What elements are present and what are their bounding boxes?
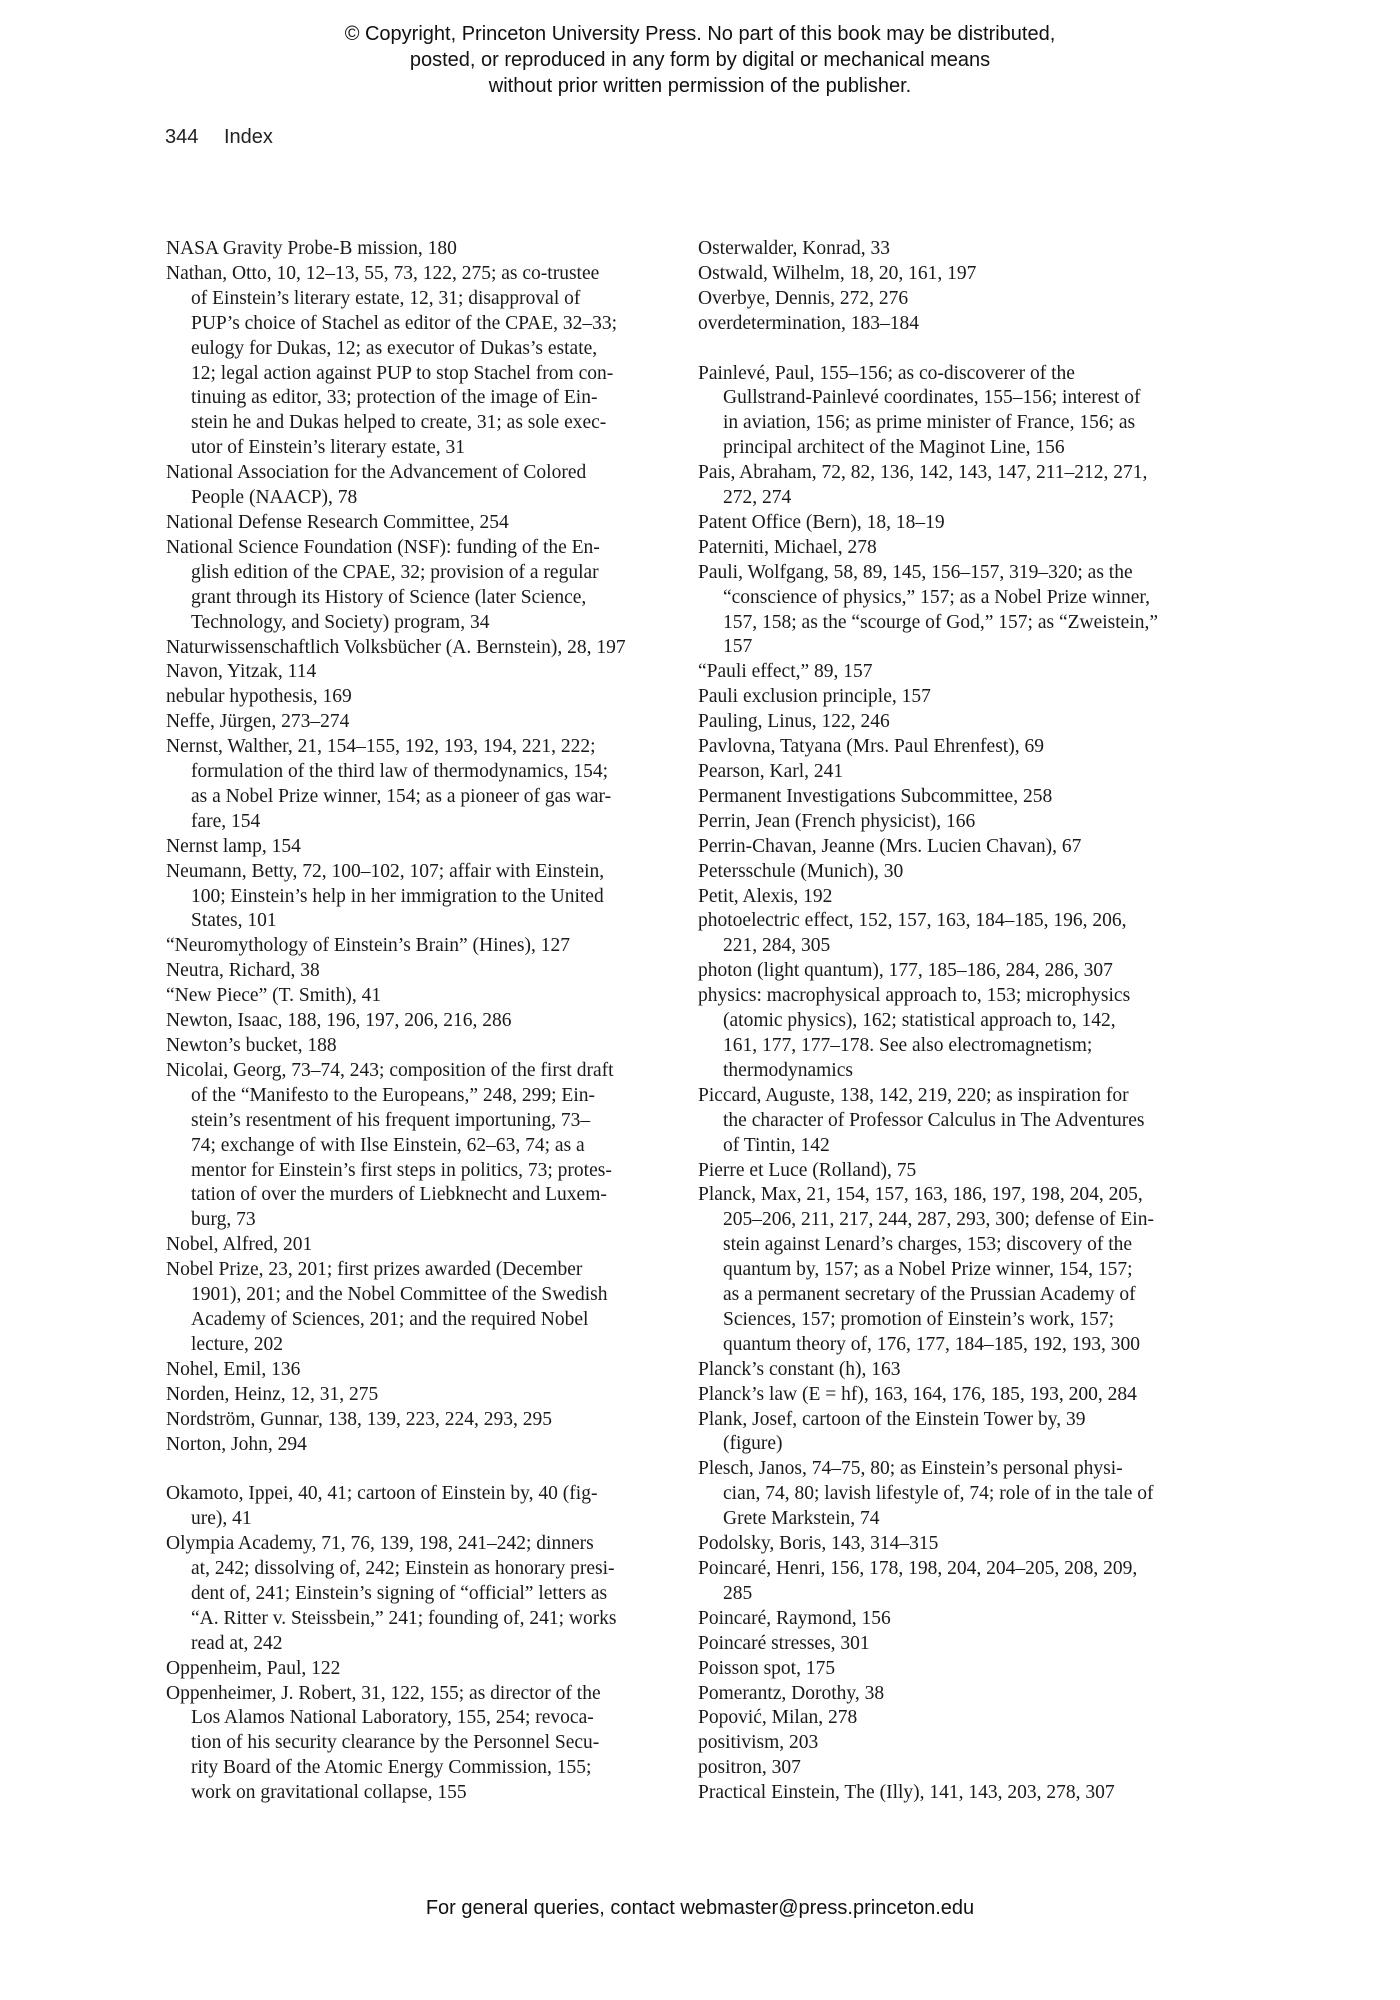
index-entry: Nicolai, Georg, 73–74, 243; composition of the first draft of the “Manifesto to the Europeans,” 248, 299; Ein- stein’s resentment of his frequent importuning, 73– 74; exchange of with Ilse Einstein, 62–63, 74; as a mentor for Einstein’s first steps in politics, 73; protes- tation of over the murders of Liebknecht and Luxem- burg, 73	[166, 1059, 614, 1231]
index-entry: Poincaré, Henri, 156, 178, 198, 204, 204–205, 208, 209, 285	[698, 1558, 1138, 1604]
letter-group-gap	[698, 337, 1233, 362]
index-entry: Navon, Yitzak, 114	[166, 661, 317, 683]
index-entry: physics: macrophysical approach to, 153; microphysics (atomic physics), 162; statistical approach to, 142, 161, 177, 177–178. See also electromagnetism; thermodynamics	[698, 985, 1131, 1081]
index-entry: Newton’s bucket, 188	[166, 1035, 337, 1056]
index-entry: Ostwald, Wilhelm, 18, 20, 161, 197	[698, 262, 977, 284]
index-entry: Okamoto, Ippei, 40, 41; cartoon of Einstein by, 40 (fig- ure), 41	[166, 1483, 598, 1530]
index-entry: Planck’s law (E = hf), 163, 164, 176, 185, 193, 200, 284	[698, 1383, 1137, 1405]
index-entry: Pauling, Linus, 122, 246	[698, 711, 890, 733]
index-entry: Pauli, Wolfgang, 58, 89, 145, 156–157, 319–320; as the “conscience of physics,” 157; as a Nobel Prize winner, 157, 158; as the “scourge of God,” 157; as “Zweistein,” 157	[698, 561, 1159, 658]
index-entry: Patent Office (Bern), 18, 18–19	[698, 511, 945, 533]
index-column-left	[166, 237, 701, 1806]
index-entry: nebular hypothesis, 169	[166, 686, 352, 708]
index-entry: Nohel, Emil, 136	[166, 1358, 301, 1380]
index-entry: Pais, Abraham, 72, 82, 136, 142, 143, 147, 211–212, 271, 272, 274	[698, 462, 1148, 509]
index-entry: Perrin-Chavan, Jeanne (Mrs. Lucien Chavan), 67	[698, 835, 1082, 857]
index-entry: Painlevé, Paul, 155–156; as co-discoverer of the Gullstrand-Painlevé coordinates, 155–156; interest of in aviation, 156; as prime minister of France, 156; as principal architect of the Maginot Line, 156	[698, 362, 1141, 459]
index-entry: Paterniti, Michael, 278	[698, 536, 877, 558]
index-entry: Popović, Milan, 278	[698, 1707, 858, 1729]
index-entry: Nobel, Alfred, 201	[166, 1234, 313, 1256]
index-entry: Newton, Isaac, 188, 196, 197, 206, 216, 286	[166, 1010, 512, 1032]
index-entry: “New Piece” (T. Smith), 41	[166, 985, 382, 1007]
running-head-title: Index	[223, 126, 273, 148]
index-entry: Oppenheimer, J. Robert, 31, 122, 155; as director of the Los Alamos National Laboratory, 155, 254; revoca- tion of his security clearance by the Personnel Secu- rity Board of the Atomic Energy Commission, 155; work on gravitational collapse, 155	[166, 1682, 601, 1804]
running-head	[165, 126, 273, 149]
index-entry: Pauli exclusion principle, 157	[698, 686, 931, 708]
copyright-line: © Copyright, Princeton University Press. No part of this book may be distributed,	[344, 23, 1056, 45]
index-entry: Permanent Investigations Subcommittee, 258	[698, 785, 1053, 807]
index-entry: Pierre et Luce (Rolland), 75	[698, 1159, 917, 1181]
index-entry: Plesch, Janos, 74–75, 80; as Einstein’s personal physi- cian, 74, 80; lavish lifestyle of, 74; role of in the tale of Grete Markstein, 74	[698, 1458, 1154, 1530]
index-entry: Petit, Alexis, 192	[698, 885, 833, 907]
index-entry: National Association for the Advancement of Colored People (NAACP), 78	[166, 462, 587, 509]
index-entry: National Defense Research Committee, 254	[166, 511, 509, 533]
letter-group-gap	[166, 1457, 701, 1482]
index-entry: Poincaré, Raymond, 156	[698, 1607, 891, 1629]
index-entry: Poincaré stresses, 301	[698, 1632, 870, 1654]
index-entry: Nordström, Gunnar, 138, 139, 223, 224, 293, 295	[166, 1408, 552, 1430]
index-entry: photoelectric effect, 152, 157, 163, 184–185, 196, 206, 221, 284, 305	[698, 910, 1127, 957]
index-entry: Olympia Academy, 71, 76, 139, 198, 241–242; dinners at, 242; dissolving of, 242; Einstein as honorary presi- dent of, 241; Einstein’s signing of “official” letters as “A. Ritter v. Steissbein,” 241; founding of, 241; works read at, 242	[166, 1533, 617, 1654]
copyright-notice	[0, 21, 1400, 99]
index-entry: Naturwissenschaftlich Volksbücher (A. Bernstein), 28, 197	[166, 636, 626, 658]
index-entry: Norton, John, 294	[166, 1433, 307, 1455]
page-number: 344	[165, 126, 199, 148]
index-entry: National Science Foundation (NSF): funding of the En- glish edition of the CPAE, 32; provision of a regular grant through its History of Science (later Science, Technology, and Society) program, 34	[166, 536, 600, 633]
index-entry: Practical Einstein, The (Illy), 141, 143, 203, 278, 307	[698, 1782, 1115, 1804]
index-entry: Planck’s constant (h), 163	[698, 1358, 901, 1380]
index-entry: Neffe, Jürgen, 273–274	[166, 711, 350, 733]
index-entry: Podolsky, Boris, 143, 314–315	[698, 1533, 939, 1555]
index-entry: Nernst, Walther, 21, 154–155, 192, 193, 194, 221, 222; formulation of the third law of thermodynamics, 154; as a Nobel Prize winner, 154; as a pioneer of gas war- fare, 154	[166, 736, 612, 832]
index-entry: positivism, 203	[698, 1732, 819, 1754]
index-entry: Osterwalder, Konrad, 33	[698, 238, 890, 259]
index-entry: Neumann, Betty, 72, 100–102, 107; affair with Einstein, 100; Einstein’s help in her immigration to the United States, 101	[166, 860, 605, 932]
index-entry: Pavlovna, Tatyana (Mrs. Paul Ehrenfest), 69	[698, 736, 1044, 758]
index-entry: Oppenheim, Paul, 122	[166, 1657, 341, 1679]
index-entry: Piccard, Auguste, 138, 142, 219, 220; as inspiration for the character of Professor Calculus in The Adventures of Tintin, 142	[698, 1084, 1145, 1156]
index-entry: Poisson spot, 175	[698, 1657, 836, 1679]
index-entry: Pomerantz, Dorothy, 38	[698, 1682, 885, 1704]
index-entry: “Pauli effect,” 89, 157	[698, 661, 873, 683]
index-entry: Nernst lamp, 154	[166, 835, 301, 857]
index-entry: positron, 307	[698, 1757, 801, 1779]
index-entry: Perrin, Jean (French physicist), 166	[698, 810, 976, 832]
index-entry: Pearson, Karl, 241	[698, 761, 844, 783]
index-entry: Petersschule (Munich), 30	[698, 860, 904, 882]
copyright-line: without prior written permission of the publisher.	[488, 75, 912, 97]
copyright-line: posted, or reproduced in any form by digital or mechanical means	[409, 49, 991, 71]
index-entry: NASA Gravity Probe-B mission, 180	[166, 238, 457, 259]
index-entry: Planck, Max, 21, 154, 157, 163, 186, 197, 198, 204, 205, 205–206, 211, 217, 244, 287, 293, 300; defense of Ein- stein against Lenard’s charges, 153; discovery of the quantum by, 157; as a Nobel Prize winner, 154, 157; as a permanent secretary of the Prussian Academy of Sciences, 157; promotion of Einstein’s work, 157; quantum theory of, 176, 177, 184–185, 192, 193, 300	[698, 1184, 1154, 1355]
index-entry: Nobel Prize, 23, 201; first prizes awarded (December 1901), 201; and the Nobel Committee of the Swedish Academy of Sciences, 201; and the required Nobel lecture, 202	[166, 1259, 608, 1355]
index-entry: Norden, Heinz, 12, 31, 275	[166, 1383, 379, 1405]
index-entry: Neutra, Richard, 38	[166, 960, 320, 982]
index-entry: photon (light quantum), 177, 185–186, 284, 286, 307	[698, 960, 1113, 982]
index-entry: “Neuromythology of Einstein’s Brain” (Hines), 127	[166, 935, 571, 957]
index-entry: Plank, Josef, cartoon of the Einstein Tower by, 39 (figure)	[698, 1408, 1086, 1455]
index-entry: Overbye, Dennis, 272, 276	[698, 287, 909, 309]
index-column-right	[698, 237, 1233, 1806]
index-entry: overdetermination, 183–184	[698, 312, 919, 334]
index-entry: Nathan, Otto, 10, 12–13, 55, 73, 122, 275; as co-trustee of Einstein’s literary estate, 12, 31; disapproval of PUP’s choice of Stachel as editor of the CPAE, 32–33; eulogy for Dukas, 12; as executor of Dukas’s estate, 12; legal action against PUP to stop Stachel from con- tinuing as editor, 33; protection of the image of Ein- stein he and Dukas helped to create, 31; as sole exec- utor of Einstein’s literary estate, 31	[166, 262, 618, 459]
footer-contact: For general queries, contact webmaster@press.princeton.edu	[425, 1897, 975, 1919]
